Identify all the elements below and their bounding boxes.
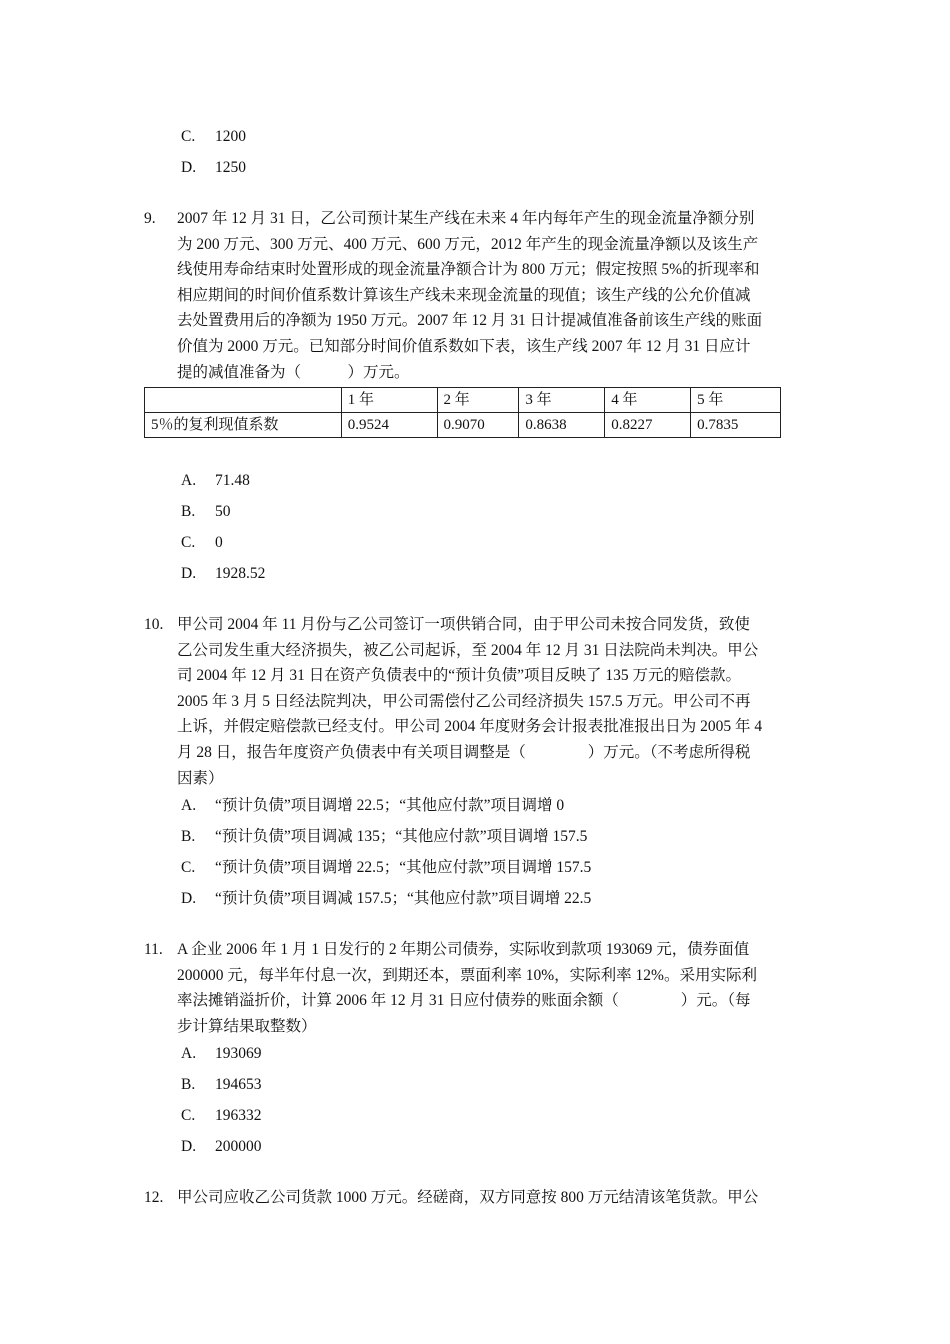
table-cell: 0.8227	[605, 413, 691, 438]
table-cell: 5 年	[691, 388, 781, 413]
q10-option-d: D. “预计负债”项目调减 157.5；“其他应付款”项目调增 22.5	[181, 890, 592, 907]
q12-text: 甲公司应收乙公司货款 1000 万元。经磋商，双方同意按 800 万元结清该笔货款。甲公	[177, 1189, 759, 1206]
q8-option-d: D. 1250	[181, 159, 246, 176]
q11-number: 11.	[144, 941, 163, 958]
table-cell: 5％的复利现值系数	[145, 413, 342, 438]
q11-text: A 企业 2006 年 1 月 1 日发行的 2 年期公司债券，实际收到款项 193069 元，债券面值 200000 元，每半年付息一次，到期还本，票面利率 10%，实际利率 12%。采用实际利 率法摊销溢折价，计算 2006 年 12 月 31 日应付债券的账面余额（ ）元。（每 步计算结果取整数）	[177, 941, 757, 1035]
q10-option-b: B. “预计负债”项目调减 135；“其他应付款”项目调增 157.5	[181, 828, 588, 845]
table-cell: 2 年	[437, 388, 519, 413]
table-row	[145, 413, 781, 438]
q9-text: 2007 年 12 月 31 日，乙公司预计某生产线在未来 4 年内每年产生的现金流量净额分别 为 200 万元、300 万元、400 万元、600 万元，2012 年产生的现金流量净额以及该生产 线使用寿命结束时处置形成的现金流量净额合计为 800 万元；假定按照 5%的折现率和 相应期间的时间价值系数计算该生产线未来现金流量的现值；该生产线的公允价值减 去处置费用后的净额为 1950 万元。2007 年 12 月 31 日计提减值准备前该生产线的账面 价值为 2000 万元。已知部分时间价值系数如下表，该生产线 2007 年 12 月 31 日应计 提的减值准备为（ ）万元。	[177, 210, 763, 381]
q11-option-a: A. 193069	[181, 1045, 262, 1062]
table-cell: 0.8638	[519, 413, 605, 438]
q11-option-c: C. 196332	[181, 1107, 262, 1124]
q9-number: 9.	[144, 210, 156, 227]
table-header-row	[145, 388, 781, 413]
table-cell: 4 年	[605, 388, 691, 413]
q10-number: 10.	[144, 616, 164, 633]
table-cell: 0.9524	[341, 413, 437, 438]
q9-option-a: A. 71.48	[181, 472, 250, 489]
q9-option-b: B. 50	[181, 503, 231, 520]
q12-number: 12.	[144, 1189, 164, 1206]
table-cell: 1 年	[341, 388, 437, 413]
table-cell: 0.9070	[437, 413, 519, 438]
q9-option-d: D. 1928.52	[181, 565, 266, 582]
table-cell	[145, 388, 342, 413]
q8-option-c: C. 1200	[181, 128, 246, 145]
q10-option-a: A. “预计负债”项目调增 22.5；“其他应付款”项目调增 0	[181, 797, 565, 814]
q10-text: 甲公司 2004 年 11 月份与乙公司签订一项供销合同，由于甲公司未按合同发货，致使 乙公司发生重大经济损失，被乙公司起诉，至 2004 年 12 月 31 日法院尚未判决。甲公 司 2004 年 12 月 31 日在资产负债表中的“预计负债”项目反映了 135 万元的赔偿款。 2005 年 3 月 5 日经法院判决，甲公司需偿付乙公司经济损失 157.5 万元。甲公司不再 上诉，并假定赔偿款已经支付。甲公司 2004 年度财务会计报表批准报出日为 2005 年 4 月 28 日，报告年度资产负债表中有关项目调整是（ ）万元。（不考虑所得税 因素）	[177, 616, 763, 787]
table-cell: 3 年	[519, 388, 605, 413]
q11-option-b: B. 194653	[181, 1076, 262, 1093]
q9-option-c: C. 0	[181, 534, 223, 551]
discount-factor-table	[144, 387, 781, 438]
table-cell: 0.7835	[691, 413, 781, 438]
q11-option-d: D. 200000	[181, 1138, 262, 1155]
q10-option-c: C. “预计负债”项目调增 22.5；“其他应付款”项目调增 157.5	[181, 859, 592, 876]
